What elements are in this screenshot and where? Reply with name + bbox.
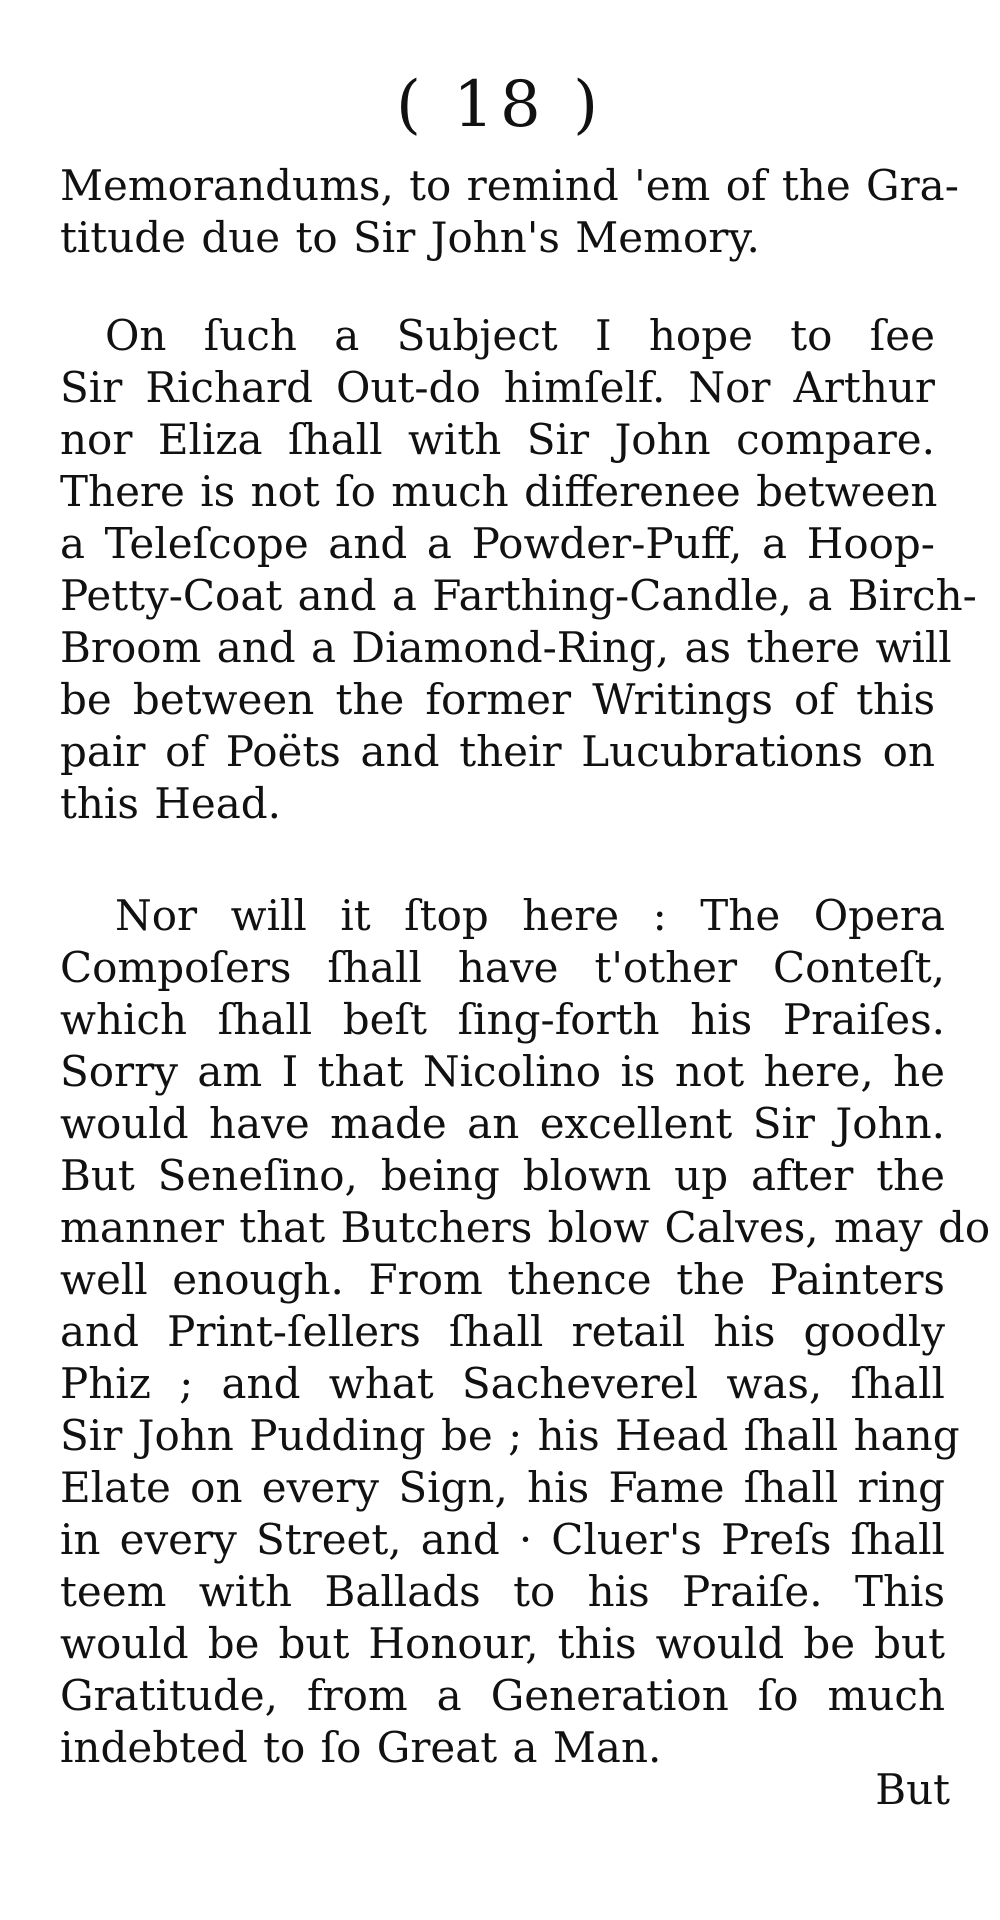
text-line: in every Street, and · Cluer's Preſs ſhall bbox=[60, 1515, 945, 1564]
text-line: On ſuch a Subject I hope to ſee bbox=[105, 311, 935, 360]
page-number: ( 18 ) bbox=[395, 68, 605, 142]
text-line: which ſhall beſt ſing-forth his Praiſes. bbox=[60, 995, 945, 1044]
text-line: Phiz ; and what Sacheverel was, ſhall bbox=[60, 1359, 945, 1408]
paragraph-1 bbox=[60, 160, 959, 264]
text-line: this Head. bbox=[60, 779, 282, 828]
catchword: But bbox=[875, 1765, 950, 1814]
text-line: would be but Honour, this would be but bbox=[60, 1619, 945, 1668]
text-line: Gratitude, from a Generation ſo much bbox=[60, 1671, 945, 1720]
text-line: indebted to ſo Great a Man. bbox=[60, 1723, 662, 1772]
text-line: teem with Ballads to his Praiſe. This bbox=[60, 1567, 945, 1616]
text-line: pair of Poëts and their Lucubrations on bbox=[60, 727, 935, 776]
text-line: manner that Butchers blow Calves, may do bbox=[60, 1203, 991, 1252]
text-line: Nor will it ſtop here : The Opera bbox=[115, 891, 945, 940]
text-line: would have made an excellent Sir John. bbox=[60, 1099, 945, 1148]
text-line: and Print-ſellers ſhall retail his goodly bbox=[60, 1307, 945, 1356]
text-line: Memorandums, to remind 'em of the Gra- bbox=[60, 161, 959, 210]
text-line: a Teleſcope and a Powder-Puff, a Hoop- bbox=[60, 519, 935, 568]
text-line: Elate on every Sign, his Fame ſhall ring bbox=[60, 1463, 945, 1512]
text-line: nor Eliza ſhall with Sir John compare. bbox=[60, 415, 935, 464]
text-line: But Seneſino, being blown up after the bbox=[60, 1151, 945, 1200]
text-line: Petty-Coat and a Farthing-Candle, a Birch- bbox=[60, 571, 977, 620]
text-line: Sorry am I that Nicolino is not here, he bbox=[60, 1047, 945, 1096]
text-line: Broom and a Diamond-Ring, as there will bbox=[60, 623, 952, 672]
text-line: Sir John Pudding be ; his Head ſhall hang bbox=[60, 1411, 960, 1460]
paragraph-3 bbox=[60, 890, 991, 1774]
paragraph-2 bbox=[60, 310, 977, 830]
text-line: Sir Richard Out-do himſelf. Nor Arthur bbox=[60, 363, 935, 412]
text-line: titude due to Sir John's Memory. bbox=[60, 213, 760, 262]
text-line: Compoſers ſhall have t'other Conteſt, bbox=[60, 943, 945, 992]
text-line: well enough. From thence the Painters bbox=[60, 1255, 945, 1304]
text-line: be between the former Writings of this bbox=[60, 675, 935, 724]
text-line: There is not ſo much differenee between bbox=[60, 467, 938, 516]
